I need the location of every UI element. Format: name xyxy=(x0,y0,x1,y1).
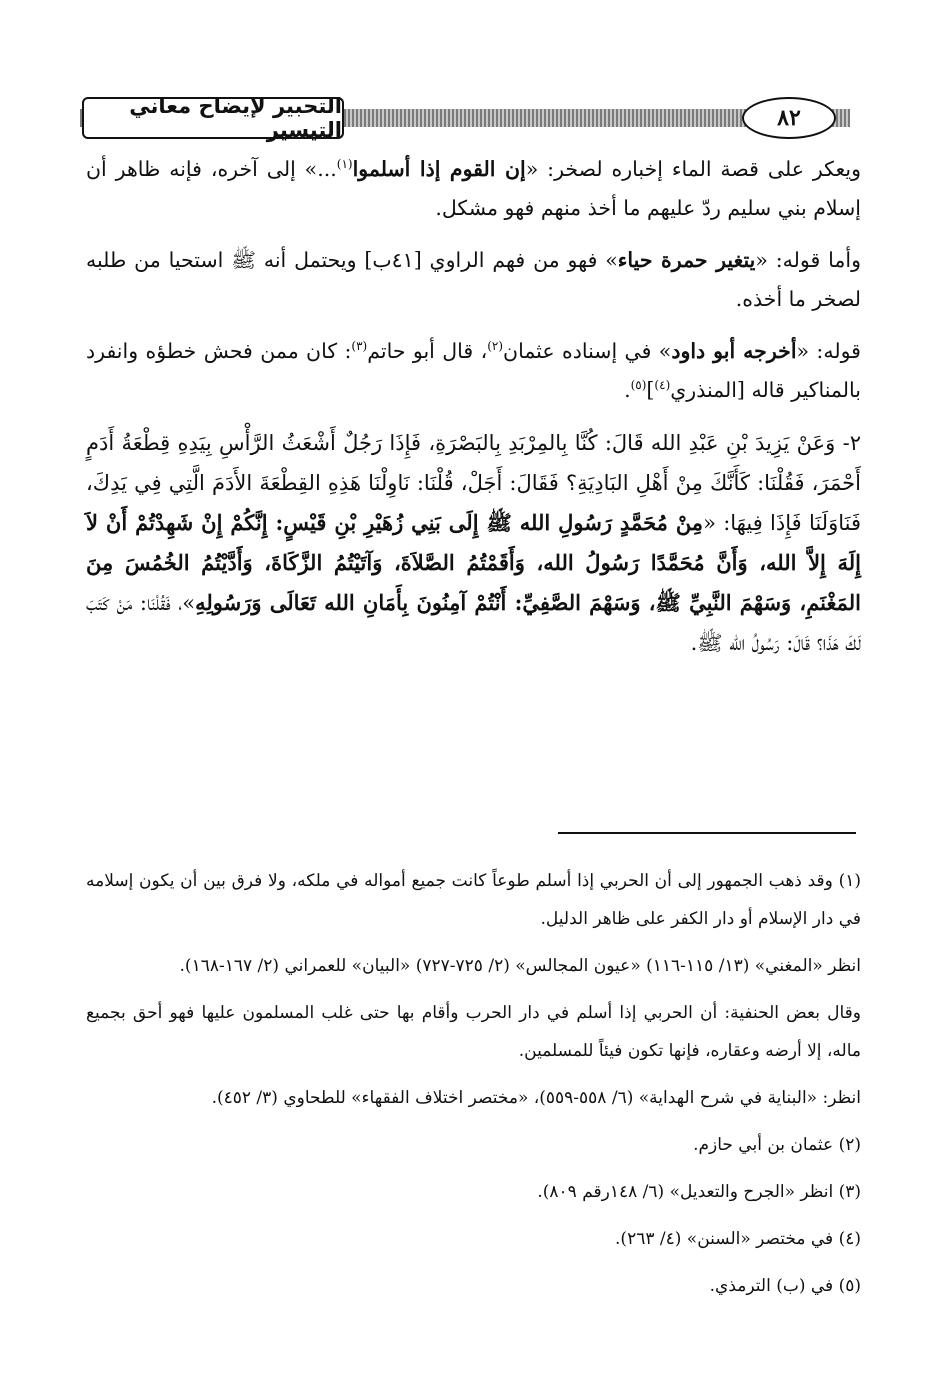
page-number: ٨٢ xyxy=(742,97,836,139)
footnote-1-ref-a: انظر «المغني» (١٣/ ١١٥-١١٦) «عيون المجالس» (٢/ ٧٢٥-٧٢٧) «البيان» للعمراني (٢/ ١٦٧-١٦٨). xyxy=(179,956,861,976)
paragraph-1 xyxy=(86,150,861,228)
text-run: . xyxy=(624,378,631,402)
quoted-phrase: أخرجه أبو داود xyxy=(671,339,797,363)
text-run: وأما قوله: « xyxy=(755,248,861,272)
footnote-1: (١) وقد ذهب الجمهور إلى أن الحربي إذا أسلم طوعاً كانت جميع أمواله في ملكه، ولا فرق بين أن يكون إسلامه في دار الإسلام أو دار الكفر على ظاهر الدليل. xyxy=(86,871,861,929)
footnote-mark: (٢) xyxy=(487,339,504,354)
text-run: : كان ممن فحش خطؤه وانفرد بالمناكير قاله [المنذري xyxy=(86,339,861,402)
footnote-4: (٤) في مختصر «السنن» (٤/ ٢٦٣). xyxy=(615,1229,861,1249)
quoted-phrase: إن القوم إذا أسلموا xyxy=(352,157,526,181)
text-run: ...» إلى آخره، فإنه ظاهر أن إسلام بني سليم ردّ عليهم ما أخذ منهم فهو مشكل. xyxy=(86,157,861,220)
footnote-mark: (٣) xyxy=(351,339,368,354)
footnote-1-ref-b: انظر: «البناية في شرح الهداية» (٦/ ٥٥٨-٥٥٩)، «مختصر اختلاف الفقهاء» للطحاوي (٣/ ٤٥٢). xyxy=(211,1088,861,1108)
text-run: »، فَقُلْنَا: مَنْ كَتَبَ لَكَ هَذَا؟ قَالَ: رَسُولُ الله ﷺ. xyxy=(86,591,861,655)
footnote-mark: (٤) xyxy=(654,378,671,393)
quoted-letter: مِنْ مُحَمَّدٍ رَسُولِ الله ﷺ إِلَى بَنِي زُهَيْرِ بْنِ قَيْسٍ: إِنَّكُمْ إِنْ شَهِدْتُمْ أَنْ لاَ إِلَهَ إِلاَّ الله، وَأَنَّ مُحَمَّدًا رَسُولُ الله، وَأَقَمْتُمُ الصَّلاَةَ، وَآتَيْتُمُ الزَّكَاةَ، وَأَدَّيْتُمُ الخُمُسَ مِنَ المَغْنَمِ، وَسَهْمَ النَّبِيِّ ﷺ، وَسَهْمَ الصَّفِيِّ: أَنْتُمْ آمِنُونَ بِأَمَانِ الله تَعَالَى وَرَسُولِهِ xyxy=(86,510,862,615)
running-header xyxy=(80,95,850,141)
hadith-paragraph xyxy=(86,423,861,663)
footnote-divider xyxy=(558,832,856,834)
text-run: » فهو من فهم الراوي [٤١ب] ويحتمل أنه ﷺ استحيا من طلبه لصخر ما أخذه. xyxy=(86,248,861,311)
footnote-3: (٣) انظر «الجرح والتعديل» (٦/ ١٤٨رقم ٨٠٩). xyxy=(537,1182,861,1202)
paragraph-3 xyxy=(86,332,861,410)
footnote-5: (٥) في (ب) الترمذي. xyxy=(709,1276,861,1296)
book-title: التحبير لإيضاح معاني التيسير xyxy=(82,97,344,139)
footnote-mark: (٥) xyxy=(630,378,647,393)
text-run: ، قال أبو حاتم xyxy=(367,339,488,363)
footnote-1-hanafi: وقال بعض الحنفية: أن الحربي إذا أسلم في دار الحرب وأقام بها حتى غلب المسلمون عليها فهو أحق بجميع ماله، إلا أرضه وعقاره، فإنها تكون فيئاً للمسلمين. xyxy=(86,1003,861,1061)
quoted-phrase: يتغير حمرة حياء xyxy=(617,248,756,272)
main-text xyxy=(86,150,861,676)
text-run: قوله: « xyxy=(796,339,861,363)
footnote-2: (٢) عثمان بن أبي حازم. xyxy=(693,1135,861,1155)
paragraph-2 xyxy=(86,241,861,319)
footnotes xyxy=(86,862,861,1314)
text-run: ويعكر على قصة الماء إخباره لصخر: « xyxy=(525,157,861,181)
text-run: » في إسناده عثمان xyxy=(503,339,672,363)
text-run: ] xyxy=(646,378,655,402)
text-run: ٢- وَعَنْ يَزِيدَ بْنِ عَبْدِ الله قَالَ: كُنَّا بِالمِرْبَدِ بِالبَصْرَةِ، فَإِذَا رَجُلٌ أَشْعَثُ الرَّأْسِ بِيَدِهِ قِطْعَةُ أَدَمٍ أَحْمَرَ، فَقُلْنَا: كَأَنَّكَ مِنْ أَهْلِ البَادِيَةِ؟ فَقَالَ: أَجَلْ، قُلْنَا: نَاوِلْنَا هَذِهِ القِطْعَةَ الأَدَمَ الَّتِي فِي يَدِكَ، فَنَاوَلَنَا فَإِذَا فِيهَا: « xyxy=(86,431,861,535)
footnote-mark: (١) xyxy=(336,157,353,172)
